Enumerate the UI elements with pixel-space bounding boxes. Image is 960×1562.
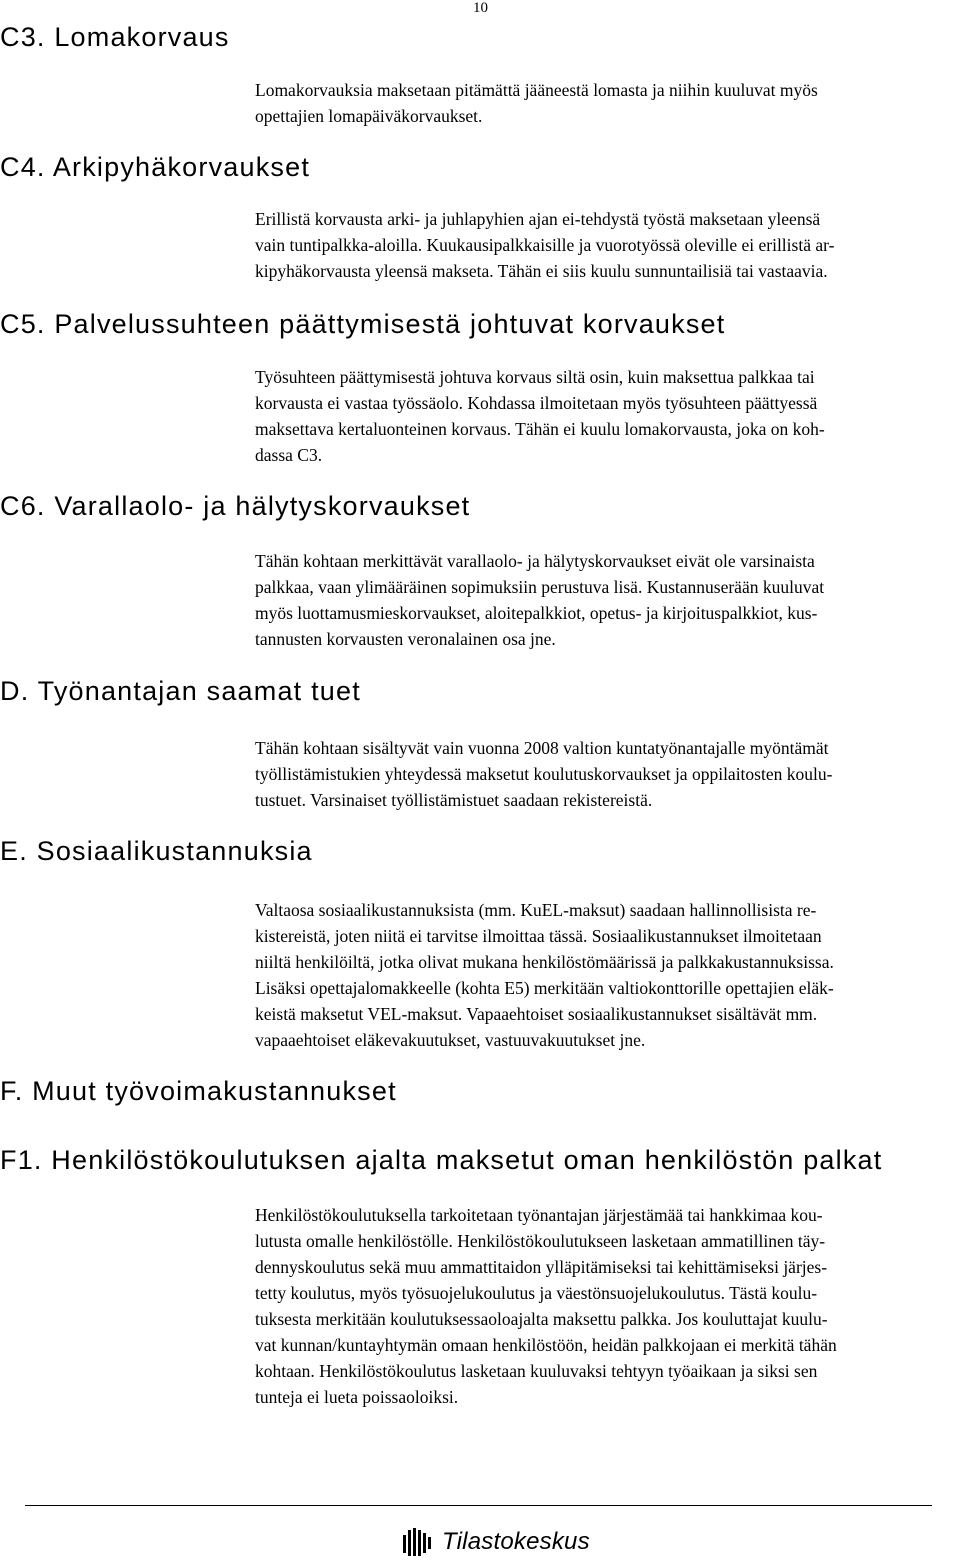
footer-brand-name: Tilastokeskus: [442, 1528, 590, 1555]
text-line: myös luottamusmieskorvaukset, aloitepalkkiot, opetus- ja kirjoituspalkkiot, kus-: [255, 603, 818, 623]
text-line: lutusta omalle henkilöstölle. Henkilöstökoulutukseen lasketaan ammatillinen täy-: [255, 1231, 826, 1251]
text-line: vapaaehtoiset eläkevakuutukset, vastuuvakuutukset jne.: [255, 1030, 646, 1050]
text-line: kohtaan. Henkilöstökoulutus lasketaan kuuluvaksi tehtyyn työaikaan ja siksi sen: [255, 1361, 818, 1381]
text-line: Valtaosa sosiaalikustannuksista (mm. KuEL-maksut) saadaan hallinnollisista re-: [255, 900, 817, 920]
text-line: palkkaa, vaan ylimääräinen sopimuksiin perustuva lisä. Kustannuserään kuuluvat: [255, 577, 825, 597]
section-body-f1: [255, 1202, 960, 1410]
text-line: tunteja ei lueta poissaoloiksi.: [255, 1387, 459, 1407]
text-line: opettajien lomapäiväkorvaukset.: [255, 106, 483, 126]
text-line: työllistämistukien yhteydessä maksetut koulutuskorvaukset ja oppilaitosten koulu-: [255, 764, 833, 784]
section-heading-e: E. Sosiaalikustannuksia: [0, 836, 313, 866]
text-line: keistä maksetut VEL-maksut. Vapaaehtoiset sosiaalikustannukset sisältävät mm.: [255, 1004, 818, 1024]
text-line: dassa C3.: [255, 445, 323, 465]
section-heading-c6: C6. Varallaolo- ja hälytyskorvaukset: [0, 491, 471, 521]
footer-logo: [400, 1527, 590, 1557]
text-line: niiltä henkilöiltä, jotka olivat mukana henkilöstömäärissä ja palkkakustannuksissa.: [255, 952, 834, 972]
text-line: maksettava kertaluonteinen korvaus. Tähän ei kuulu lomakorvausta, joka on koh-: [255, 419, 825, 439]
text-line: Henkilöstökoulutuksella tarkoitetaan työnantajan järjestämää tai hankkimaa kou-: [255, 1205, 823, 1225]
text-line: tannusten korvausten veronalainen osa jne.: [255, 629, 556, 649]
section-heading-c5: C5. Palvelussuhteen päättymisestä johtuvat korvaukset: [0, 309, 726, 339]
footer-rule: [25, 1505, 932, 1506]
section-heading-f: F. Muut työvoimakustannukset: [0, 1076, 397, 1106]
section-heading-c4: C4. Arkipyhäkorvaukset: [0, 152, 311, 182]
text-line: Tähän kohtaan sisältyvät vain vuonna 2008 valtion kuntatyönantajalle myöntämät: [255, 738, 829, 758]
section-heading-c3: C3. Lomakorvaus: [0, 22, 230, 52]
tilastokeskus-logo-icon: [400, 1527, 436, 1557]
section-heading-f1: F1. Henkilöstökoulutuksen ajalta maksetut oman henkilöstön palkat: [0, 1145, 883, 1175]
section-body-d: [255, 735, 960, 813]
text-line: tustuet. Varsinaiset työllistämistuet saadaan rekistereistä.: [255, 790, 653, 810]
section-heading-d: D. Työnantajan saamat tuet: [0, 676, 361, 706]
section-body-c5: [255, 364, 960, 468]
text-line: Tähän kohtaan merkittävät varallaolo- ja hälytyskorvaukset eivät ole varsinaista: [255, 551, 815, 571]
text-line: vat kunnan/kuntayhtymän omaan henkilöstöön, heidän palkkojaan ei merkitä tähän: [255, 1335, 837, 1355]
section-body-e: [255, 897, 960, 1053]
page-number: 10: [473, 0, 488, 16]
text-line: Erillistä korvausta arki- ja juhlapyhien ajan ei-tehdystä työstä maksetaan yleensä: [255, 209, 821, 229]
text-line: tetty koulutus, myös työsuojelukoulutus ja väestönsuojelukoulutus. Tästä koulu-: [255, 1283, 818, 1303]
section-body-c6: [255, 548, 960, 652]
text-line: vain tuntipalkka-aloilla. Kuukausipalkkaisille ja vuorotyössä oleville ei erillistä ar-: [255, 235, 835, 255]
section-body-c3: [255, 77, 960, 129]
text-line: dennyskoulutus sekä muu ammattitaidon ylläpitämiseksi tai kehittämiseksi järjes-: [255, 1257, 828, 1277]
text-line: tuksesta merkitään koulutuksessaoloajalta maksettu palkka. Jos kouluttajat kuulu-: [255, 1309, 828, 1329]
text-line: kistereistä, joten niitä ei tarvitse ilmoittaa tässä. Sosiaalikustannukset ilmoitetaan: [255, 926, 822, 946]
text-line: Lomakorvauksia maksetaan pitämättä jääneestä lomasta ja niihin kuuluvat myös: [255, 80, 818, 100]
text-line: Työsuhteen päättymisestä johtuva korvaus siltä osin, kuin maksettua palkkaa tai: [255, 367, 815, 387]
section-body-c4: [255, 206, 960, 284]
text-line: kipyhäkorvausta yleensä makseta. Tähän ei siis kuulu sunnuntailisiä tai vastaavia.: [255, 261, 828, 281]
text-line: korvausta ei vastaa työssäolo. Kohdassa ilmoitetaan myös työsuhteen päättyessä: [255, 393, 818, 413]
text-line: Lisäksi opettajalomakkeelle (kohta E5) merkitään valtiokonttorille opettajien eläk-: [255, 978, 834, 998]
